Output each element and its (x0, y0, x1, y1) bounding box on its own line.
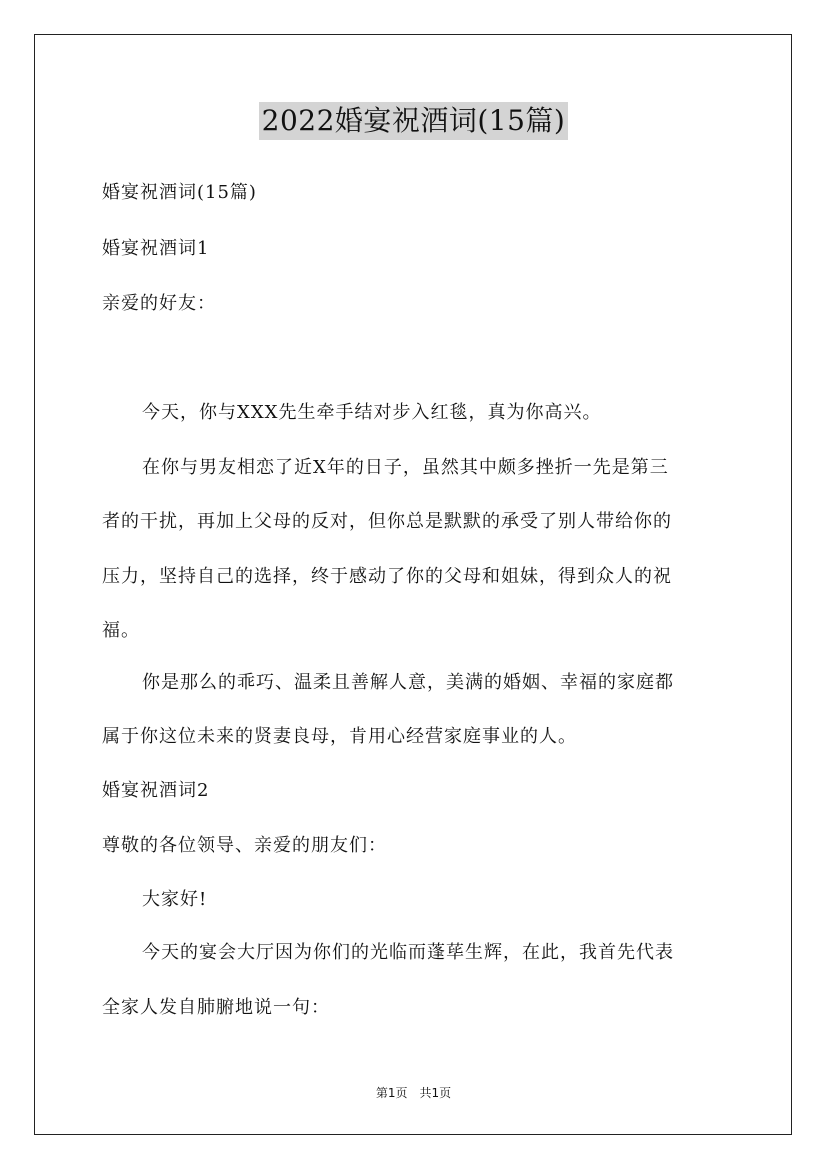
paragraph-line: 属于你这位未来的贤妻良母，肯用心经营家庭事业的人。 (102, 726, 577, 747)
title-container (0, 102, 827, 140)
paragraph-line: 压力，坚持自己的选择，终于感动了你的父母和姐妹，得到众人的祝 (102, 566, 672, 587)
salutation-2: 尊敬的各位领导、亲爱的朋友们： (102, 835, 387, 856)
paragraph-line: 今天，你与XXX先生牵手结对步入红毯，真为你高兴。 (142, 402, 602, 423)
salutation-1: 亲爱的好友： (102, 293, 216, 314)
document-title: 2022婚宴祝酒词(15篇) (259, 102, 569, 140)
page-footer: 第1页 共1页 (375, 1086, 452, 1100)
section-heading-1: 婚宴祝酒词1 (102, 238, 210, 259)
subtitle: 婚宴祝酒词(15篇) (102, 182, 257, 203)
paragraph-line: 全家人发自肺腑地说一句： (102, 997, 330, 1018)
paragraph-line: 在你与男友相恋了近X年的日子，虽然其中颇多挫折一先是第三 (142, 457, 669, 478)
section-heading-2: 婚宴祝酒词2 (102, 780, 210, 801)
paragraph-line: 你是那么的乖巧、温柔且善解人意，美满的婚姻、幸福的家庭都 (142, 672, 674, 693)
paragraph-line: 今天的宴会大厅因为你们的光临而蓬荜生辉，在此，我首先代表 (142, 942, 674, 963)
paragraph-line: 福。 (102, 620, 140, 641)
paragraph-line: 者的干扰，再加上父母的反对，但你总是默默的承受了别人带给你的 (102, 511, 672, 532)
greeting: 大家好! (142, 889, 208, 910)
